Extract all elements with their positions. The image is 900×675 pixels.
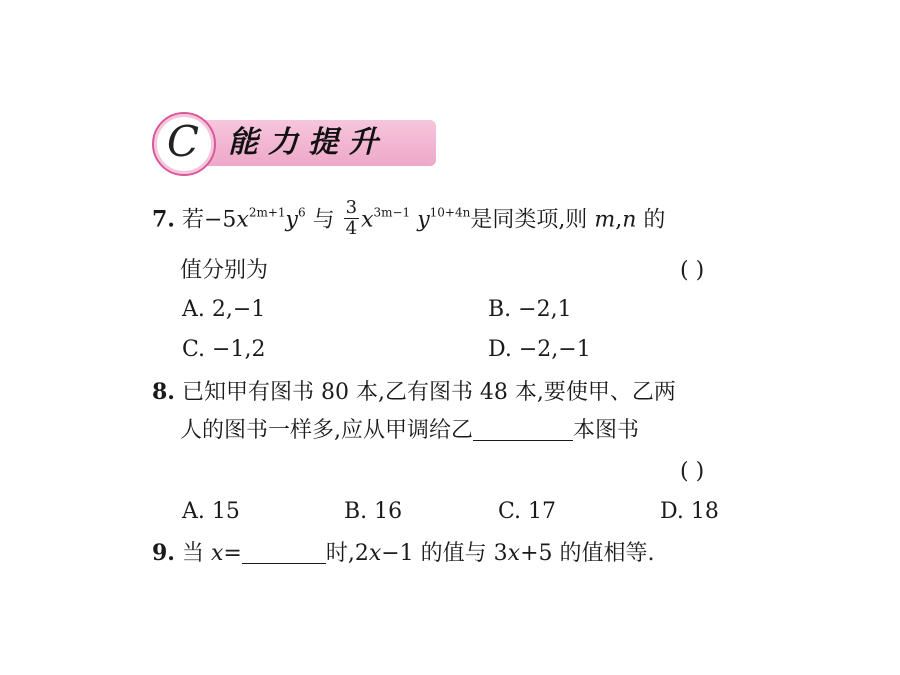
question-7-var-y-2: y xyxy=(417,207,430,233)
question-7-text-b: 与 xyxy=(305,207,335,233)
question-8-answer-blank xyxy=(473,418,573,441)
question-7-var-x: x xyxy=(236,207,249,233)
question-7-comma: , xyxy=(615,207,623,233)
question-9-text-b: = xyxy=(223,541,242,566)
question-7-var-n: n xyxy=(622,207,637,233)
question-7-line-2: 值分别为 xyxy=(180,258,269,283)
question-9-var-x-2: x xyxy=(368,541,382,566)
question-7-line-1 xyxy=(152,197,666,241)
question-7-text-c: 是同类项,则 xyxy=(470,207,595,233)
question-7-var-m: m xyxy=(594,207,616,233)
question-9-line xyxy=(152,538,655,569)
question-9-number: 9. xyxy=(152,540,175,566)
question-7-option-b: B. −2,1 xyxy=(488,297,572,322)
question-8-option-c: C. 17 xyxy=(498,499,557,524)
question-7-exp-4: 10+4n xyxy=(429,205,471,220)
question-7-text-a: 若−5 xyxy=(181,207,237,233)
question-8-option-b: B. 16 xyxy=(344,499,403,524)
question-7-answer-paren: ( ) xyxy=(680,258,705,283)
question-9-text-d: −1 的值与 3 xyxy=(381,541,508,566)
question-8-number: 8. xyxy=(152,379,175,405)
question-9-var-x: x xyxy=(210,541,224,566)
question-8-text-1: 已知甲有图书 80 本,乙有图书 48 本,要使甲、乙两 xyxy=(181,380,676,405)
question-7-var-y: y xyxy=(285,207,298,233)
fraction-numerator: 3 xyxy=(345,197,358,218)
section-header-badge xyxy=(152,112,438,174)
fraction-denominator: 4 xyxy=(345,218,358,239)
question-7-option-a: A. 2,−1 xyxy=(182,297,266,322)
question-8-text-2b: 本图书 xyxy=(573,418,640,443)
question-7-option-c: C. −1,2 xyxy=(182,337,266,362)
question-9-answer-blank xyxy=(242,541,326,564)
question-9-text-a: 当 xyxy=(181,541,211,566)
section-letter-circle xyxy=(152,112,216,176)
question-8-option-d: D. 18 xyxy=(660,499,719,524)
question-9-text-e: +5 的值相等. xyxy=(520,541,655,566)
section-title: 能力提升 xyxy=(228,125,388,160)
question-8-option-a: A. 15 xyxy=(182,499,240,524)
question-7-exp-1: 2m+1 xyxy=(248,205,286,220)
question-9-text-c: 时,2 xyxy=(325,541,369,566)
question-8-line-2 xyxy=(180,416,639,446)
question-7-var-x-2: x xyxy=(361,207,374,233)
question-9-var-x-3: x xyxy=(507,541,521,566)
section-letter: C xyxy=(166,117,200,166)
question-8-line-1 xyxy=(152,377,676,408)
question-7-exp-2: 6 xyxy=(297,205,306,220)
question-7-number: 7. xyxy=(152,206,175,233)
question-7-fraction xyxy=(344,198,359,239)
question-7-text-d: 的 xyxy=(636,207,666,233)
question-7-exp-3: 3m−1 xyxy=(373,205,411,220)
question-7-option-d: D. −2,−1 xyxy=(488,337,591,362)
question-8-text-2a: 人的图书一样多,应从甲调给乙 xyxy=(180,418,473,443)
question-8-answer-paren: ( ) xyxy=(680,459,705,484)
